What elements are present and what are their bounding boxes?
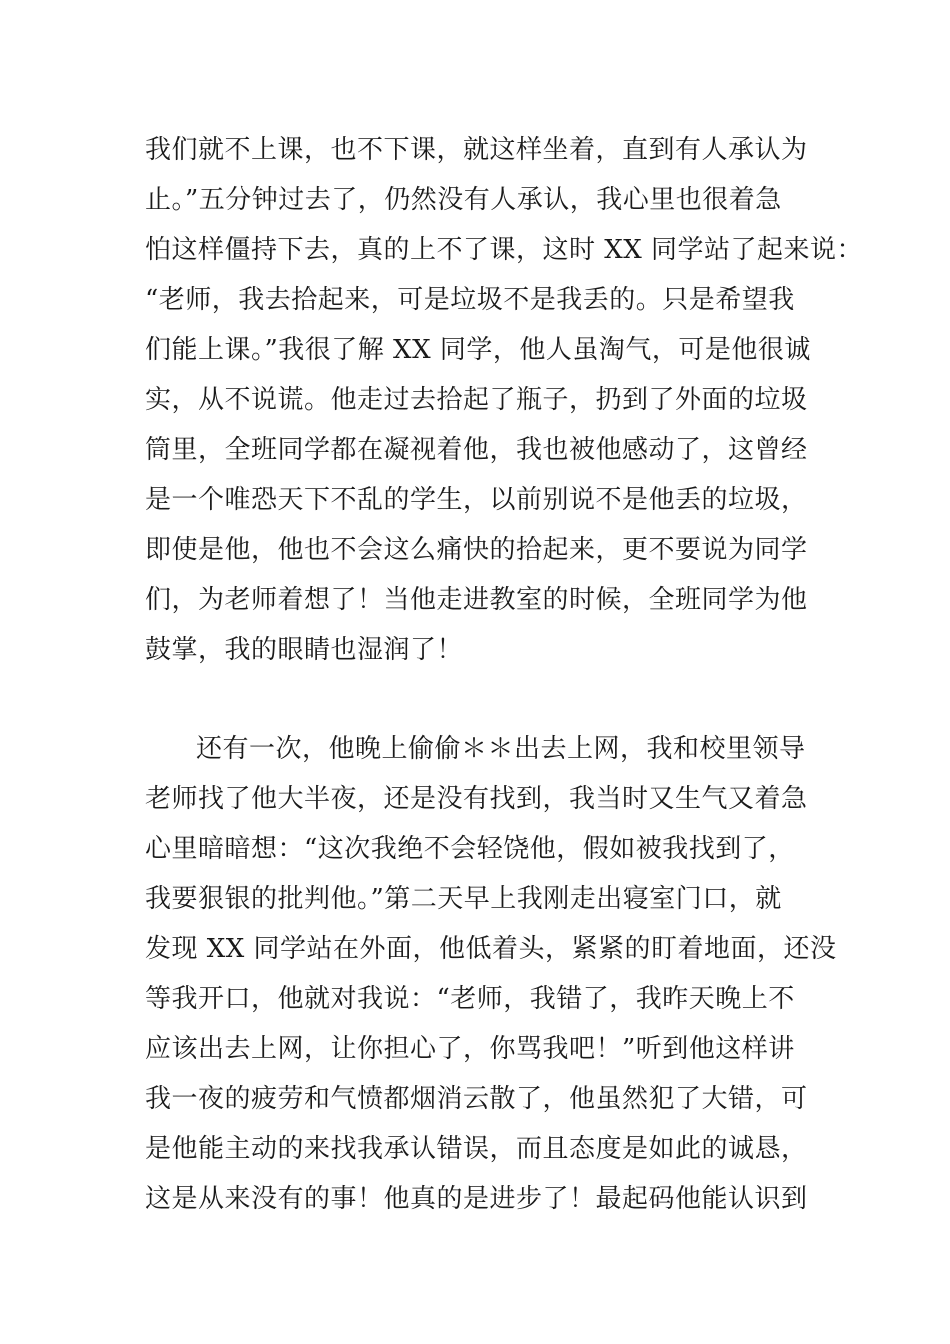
text-line: 鼓掌，我的眼睛也湿润了！ <box>145 635 464 665</box>
text-line: 们能上课。”我很了解 XX 同学，他人虽淘气，可是他很诚 <box>145 335 811 365</box>
text-line: 等我开口，他就对我说：“老师，我错了，我昨天晚上不 <box>145 984 795 1014</box>
text-line: 心里暗暗想：“这次我绝不会轻饶他，假如被我找到了， <box>145 834 795 864</box>
text-line: 我们就不上课，也不下课，就这样坐着，直到有人承认为 <box>145 135 808 165</box>
text-line: 应该出去上网，让你担心了，你骂我吧！”听到他这样讲 <box>145 1034 795 1064</box>
text-line: 怕这样僵持下去，真的上不了课，这时 XX 同学站了起来说： <box>145 235 864 265</box>
text-line: 实，从不说谎。他走过去拾起了瓶子，扔到了外面的垃圾 <box>145 385 808 415</box>
text-line: 发现 XX 同学站在外面，他低着头，紧紧的盯着地面，还没 <box>145 934 837 964</box>
text-line: 们，为老师着想了！当他走进教室的时候，全班同学为他 <box>145 585 808 615</box>
text-line: 老师找了他大半夜，还是没有找到，我当时又生气又着急 <box>145 784 808 814</box>
text-line: “老师，我去拾起来，可是垃圾不是我丢的。只是希望我 <box>145 285 795 315</box>
text-line: 我要狠银的批判他。”第二天早上我刚走出寝室门口，就 <box>145 884 782 914</box>
text-line: 止。”五分钟过去了，仍然没有人承认，我心里也很着急 <box>145 185 782 215</box>
text-line: 我一夜的疲劳和气愤都烟消云散了，他虽然犯了大错，可 <box>145 1084 808 1114</box>
text-line: 是一个唯恐天下不乱的学生，以前别说不是他丢的垃圾， <box>145 485 808 515</box>
text-line: 筒里，全班同学都在凝视着他，我也被他感动了，这曾经 <box>145 435 808 465</box>
text-line: 这是从来没有的事！他真的是进步了！最起码他能认识到 <box>145 1184 808 1214</box>
paragraph-first-line: 还有一次，他晚上偷偷＊＊出去上网，我和校里领导 <box>196 734 806 764</box>
text-line: 是他能主动的来找我承认错误，而且态度是如此的诚恳， <box>145 1134 808 1164</box>
text-line: 即使是他，他也不会这么痛快的拾起来，更不要说为同学 <box>145 535 808 565</box>
